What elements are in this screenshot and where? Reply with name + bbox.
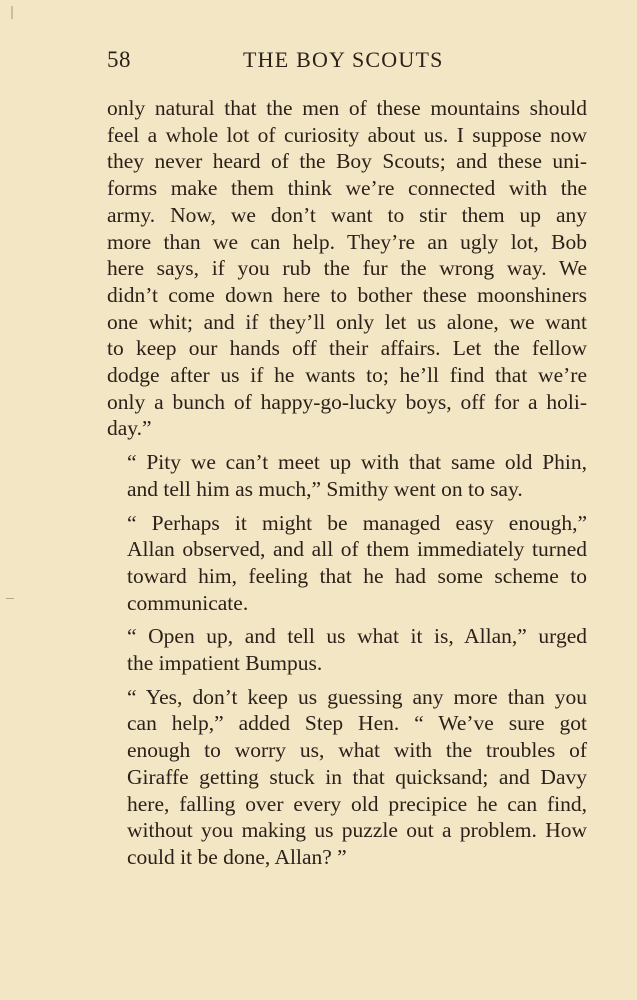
text-line: Allan observed, and all of them immediately turned [127, 537, 587, 562]
paragraph [107, 623, 587, 676]
page-edge-mark [11, 6, 13, 19]
page-body-text [107, 95, 587, 871]
text-line: army. Now, we don’t want to stir them up any [107, 202, 587, 227]
text-line: Giraffe getting stuck in that quicksand; and Davy [127, 764, 587, 789]
paragraph [107, 95, 587, 442]
text-line: toward him, feeling that he had some scheme to [127, 563, 587, 588]
text-line: could it be done, Allan? ” [127, 844, 347, 869]
text-line: to keep our hands off their affairs. Let the fellow [107, 336, 587, 361]
text-line: didn’t come down here to bother these moonshiners [107, 282, 587, 307]
text-line: the impatient Bumpus. [127, 651, 323, 676]
text-line: dodge after us if he wants to; he’ll find that we’re [107, 363, 587, 388]
page-header [107, 47, 589, 81]
text-line: more than we can help. They’re an ugly lot, Bob [107, 229, 587, 254]
text-line: “ Open up, and tell us what it is, Allan,” urged [127, 624, 587, 649]
text-line: can help,” added Step Hen. “ We’ve sure got [127, 711, 587, 736]
paragraph [107, 684, 587, 871]
text-line: enough to worry us, what with the troubles of [127, 738, 587, 763]
text-line: “ Pity we can’t meet up with that same old Phin, [127, 450, 587, 475]
text-line: here, falling over every old precipice he can find, [127, 791, 587, 816]
page-number: 58 [107, 47, 131, 72]
text-line: without you making us puzzle out a problem. How [127, 818, 587, 843]
text-line: day.” [107, 416, 152, 441]
paragraph [107, 449, 587, 502]
running-title: THE BOY SCOUTS [243, 47, 444, 72]
text-line: only natural that the men of these mountains should [107, 96, 587, 120]
text-line: forms make them think we’re connected with the [107, 176, 587, 201]
text-line: feel a whole lot of curiosity about us. I suppose now [107, 122, 587, 147]
text-line: “ Yes, don’t keep us guessing any more than you [127, 684, 587, 709]
paragraph [107, 510, 587, 617]
margin-tick-mark [6, 598, 14, 599]
text-line: one whit; and if they’ll only let us alone, we want [107, 309, 587, 334]
text-line: only a bunch of happy-go-lucky boys, off for a holi- [107, 389, 587, 414]
text-line: “ Perhaps it might be managed easy enough,” [127, 510, 587, 535]
text-line: and tell him as much,” Smithy went on to say. [127, 476, 523, 501]
text-line: they never heard of the Boy Scouts; and these uni- [107, 149, 587, 174]
text-line: communicate. [127, 590, 249, 615]
text-line: here says, if you rub the fur the wrong way. We [107, 256, 587, 281]
